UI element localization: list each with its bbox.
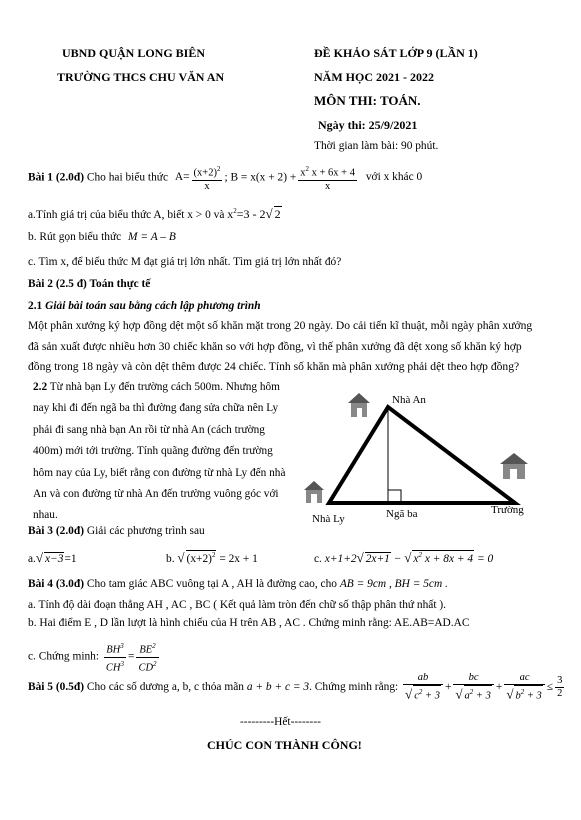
bai4-question-b: b. Hai điểm E , D lần lượt là hình chiếu của H trên AB , AC . Chứng minh rằng: AE.AB=AD.AC xyxy=(28,617,470,629)
bai2-sub1-num: 2.1 xyxy=(28,300,43,312)
bai3-eq-b: b. √ $(x+2)^2 = 2x + 1$ xyxy=(166,550,258,565)
bai3-statement xyxy=(28,525,205,537)
road-triangle-figure xyxy=(300,385,540,530)
bai5-prove: . Chứng minh rằng: xyxy=(309,680,399,693)
bai1-qa-math: $x^2=3 - 2√$ 2 xyxy=(227,206,281,221)
bai3-b-rhs: = 2x + 1 xyxy=(219,553,258,565)
bai5-cond: a + b + c = 3 xyxy=(246,680,310,693)
bai3-c-label: c. xyxy=(314,553,322,565)
p2-line3: phải đi sang nhà bạn An rồi từ nhà An (cách trường xyxy=(33,423,265,436)
expr-b-fraction: $\frac{x^2 x + 6x + 4}{x}$ xyxy=(300,165,355,192)
bai4-statement xyxy=(28,578,448,590)
bai3-c-radicand2: x + 8x + 4 xyxy=(424,553,474,565)
bai5-title: Bài 5 (0.5đ) xyxy=(28,680,85,693)
school-district: UBND QUẬN LONG BIÊN xyxy=(62,46,206,60)
bai3-eq-a: a.√ x−3=1 xyxy=(28,550,77,565)
bai1-question-c: c. Tìm x, để biểu thức M đạt giá trị lớn nhất. Tìm giá trị lớn nhất đó? xyxy=(28,256,342,268)
bai4-qc-num: BH xyxy=(106,644,121,656)
school-name: TRƯỜNG THCS CHU VĂN AN xyxy=(57,70,225,84)
bai4-question-a: a. Tính độ dài đoạn thẳng AH , AC , BC ( Kết quả làm tròn đến chữ số thập phân thứ nhất ). xyxy=(28,599,447,611)
subject: MÔN THI: TOÁN. xyxy=(314,93,421,108)
bai3-c-rhs: = 0 xyxy=(474,553,494,565)
p2-line1: Từ nhà bạn Ly đến trường cách 500m. Nhưng hôm xyxy=(49,381,280,393)
bai1-question-a xyxy=(28,206,282,222)
expr-a-label: A= xyxy=(174,171,190,184)
p2-line5: hôm nay của Ly, biết rằng con đường từ nhà Ly đến nhà xyxy=(33,466,286,479)
p2-line6: An và con đường từ nhà An đến trường vuông góc với xyxy=(33,488,279,501)
expr-b-den: x xyxy=(325,180,331,192)
bai3-b-radicand: (x+2) xyxy=(186,553,212,565)
expr-b-num: x + 6x + 4 xyxy=(311,167,355,179)
p2-line4: 400m) mới tới trường. Tính quãng đường đến trường xyxy=(33,445,273,458)
bai3-intro: Giải các phương trình sau xyxy=(86,525,205,537)
p1-line3: đồng trong 18 ngày và còn dệt thêm được 24 chiếc. Tính số khăn mà phân xưởng phải dệt theo hợp đồng? xyxy=(28,360,520,373)
expr-a-den: x xyxy=(204,180,210,192)
bai4-title: Bài 4 (3.0đ) xyxy=(28,578,85,590)
bai5-rhs-den: 2 xyxy=(557,687,563,699)
bai5-term1: $\frac{ab}{√ c^2 + 3}$ xyxy=(403,672,443,703)
exam-date: Ngày thi: 25/9/2021 xyxy=(318,118,418,132)
bai5-n2: bc xyxy=(453,672,493,685)
bai4-qc-den: CH xyxy=(105,662,121,673)
bai4-qc-lhs: $\frac{BH^3}{CH^3}$ xyxy=(105,642,124,673)
bai5-intro: Cho các số dương a, b, c thỏa mãn xyxy=(86,680,244,693)
p2-line7: nhau. xyxy=(33,509,58,522)
bai3-c-pre: x+1+2 xyxy=(324,553,357,565)
label-nha-an: Nhà An xyxy=(392,394,426,406)
bai3-title: Bài 3 (2.0đ) xyxy=(28,525,85,537)
bai4-intro: Cho tam giác ABC vuông tại A , AH là đường cao, cho xyxy=(86,578,337,590)
bai4-qc-rhs: $\frac{BE^2}{CD^2}$ xyxy=(138,642,157,673)
bai3-c-radicand1: 2x+1 xyxy=(365,553,390,565)
time-limit: Thời gian làm bài: 90 phút. xyxy=(314,140,439,152)
triangle-roads xyxy=(329,407,515,503)
bai5-term2: $\frac{bc}{√ a^2 + 3}$ xyxy=(453,672,493,703)
bai5-rhs xyxy=(555,675,564,700)
p1-line1: Một phân xưởng ký hợp đồng dệt một số khăn mặt trong 20 ngày. Do cải tiến kĩ thuật, mỗi ngày phân xưởng xyxy=(28,319,533,332)
bai1-qb-text: b. Rút gọn biểu thức xyxy=(28,231,122,243)
bai2-sub2-num: 2.2 xyxy=(33,381,48,393)
bai4-qc-den2: CD xyxy=(138,662,154,673)
bai3-eq-c: c. x+1+2√ 2x+1 − √ $x^2$ x + 8x + 4 = 0 xyxy=(314,550,494,565)
bai1-question-b xyxy=(28,231,176,243)
bai4-qc-text: c. Chứng minh: xyxy=(28,650,100,663)
house-ly-icon xyxy=(304,481,324,503)
expr-b-label: ; B = x(x + 2) + xyxy=(224,171,297,184)
bai1-qb-math: M = A – B xyxy=(128,231,176,243)
bai2-title: Bài 2 (2.5 đ) Toán thực tế xyxy=(28,278,151,290)
bai2-problem1 xyxy=(28,316,558,378)
label-truong: Trường xyxy=(491,504,524,516)
bai3-c-mid: − xyxy=(390,553,405,565)
bai2-sub1-title: Giải bài toán sau bằng cách lập phương trình xyxy=(45,300,261,312)
bai2-problem2 xyxy=(33,377,298,527)
bai1-title: Bài 1 (2.0đ) xyxy=(28,171,85,184)
bai1-statement xyxy=(28,163,422,193)
bai4-given: AB = 9cm , BH = 5cm . xyxy=(339,578,448,590)
bai3-b-label: b. xyxy=(166,553,175,565)
bai1-condition: với x khác 0 xyxy=(365,171,423,184)
bai3-a-radicand: x−3 xyxy=(45,553,64,565)
bai4-question-c: c. Chứng minh: $\frac{BH^3}{CH^3}$ = $\frac{BE^2}{CD^2}$ xyxy=(28,642,157,673)
bai5-statement: Bài 5 (0.5đ) Cho các số dương a, b, c thỏa mãn a + b + c = 3. Chứng minh rằng: $\frac{ab}{√ c^2 + 3}$ + $\frac{bc}{√ a^2 + 3}$ + $\frac{ac}{√ b^2 + 3}$ ≤ $\frac{3}{2}$ xyxy=(28,672,563,702)
bai5-n3: ac xyxy=(504,672,544,685)
p1-line2: đã sản xuất được nhiều hơn 30 chiếc khăn so với hợp đồng, vì thế phân xưởng đã dệt xong số khăn ký hợp xyxy=(28,339,522,353)
exam-title: ĐỀ KHẢO SÁT LỚP 9 (LẦN 1) xyxy=(314,46,478,60)
bai5-term3: $\frac{ac}{√ b^2 + 3}$ xyxy=(504,672,544,703)
bai5-rhs-num: 3 xyxy=(557,674,563,686)
label-nha-ly: Nhà Ly xyxy=(312,513,345,525)
end-marker: ---------Hết-------- xyxy=(240,716,321,728)
bai2-sub1-heading xyxy=(28,300,261,312)
bai3-a-rhs: =1 xyxy=(64,553,77,565)
bai4-qc-num2: BE xyxy=(139,644,153,656)
bai3-a-label: a. xyxy=(28,553,36,565)
house-truong-icon xyxy=(500,453,528,479)
expr-a-fraction: $\frac{(x+2)^2}{x}$ xyxy=(193,165,221,192)
closing-wish: CHÚC CON THÀNH CÔNG! xyxy=(207,738,362,752)
p2-line2: nay khi đi đến ngã ba thì đường đang sửa chữa nên Ly xyxy=(33,402,279,415)
expr-a-num: (x+2) xyxy=(193,167,217,179)
bai5-n1: ab xyxy=(403,672,443,685)
label-nga-ba: Ngã ba xyxy=(386,508,418,520)
house-an-icon xyxy=(348,393,370,417)
bai1-qa-text: a.Tính giá trị của biểu thức A, biết x > 0 và xyxy=(28,209,225,221)
school-year: NĂM HỌC 2021 - 2022 xyxy=(314,70,434,84)
bai1-intro: Cho hai biểu thức xyxy=(86,171,169,184)
bai1-qa-radicand: 2 xyxy=(274,207,281,221)
